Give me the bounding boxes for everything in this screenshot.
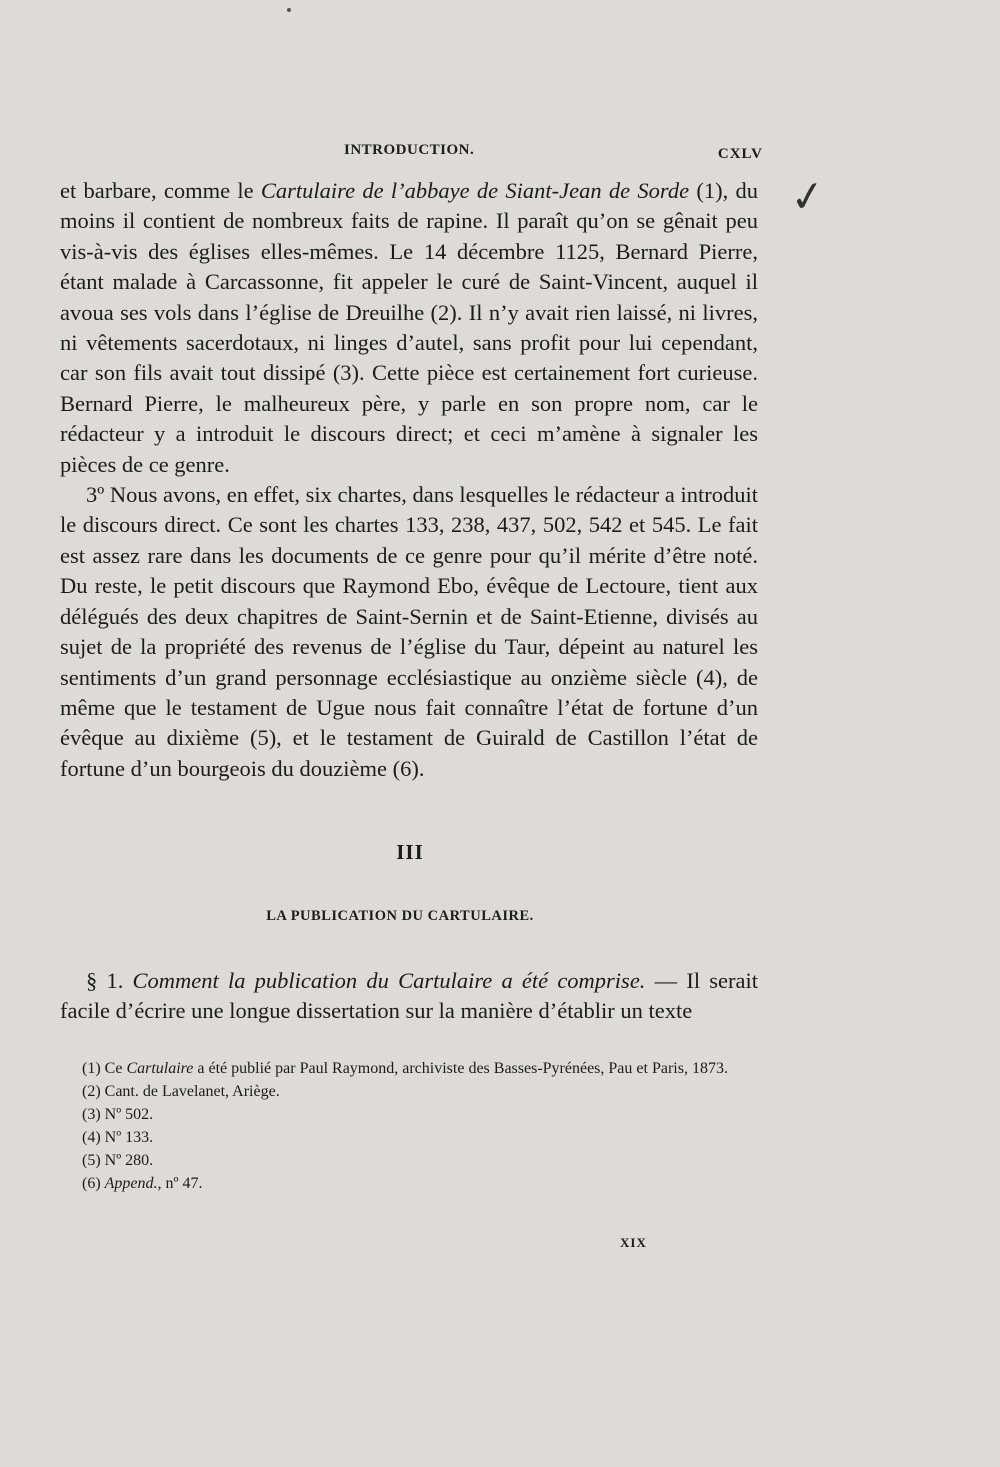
text-run: (3) Nº 502. (82, 1106, 154, 1123)
body-text (60, 176, 758, 784)
text-run: (4) Nº 133. (82, 1129, 154, 1146)
checkmark-icon: ✓ (786, 169, 829, 224)
signature-mark: XIX (620, 1235, 647, 1250)
section-title: LA PUBLICATION DU CARTULAIRE. (266, 908, 534, 924)
running-head: INTRODUCTION. (344, 142, 475, 158)
subsection-text (60, 966, 758, 1027)
footnote (60, 1172, 750, 1195)
text-run: § 1. (86, 968, 133, 993)
paragraph (60, 966, 758, 1027)
footnotes (60, 1057, 750, 1195)
text-run: (6) (82, 1175, 105, 1192)
text-run: et barbare, comme le (60, 178, 261, 203)
paragraph (60, 480, 758, 784)
footnote (60, 1149, 750, 1172)
paragraph (60, 176, 758, 480)
text-run: (5) Nº 280. (82, 1152, 154, 1169)
text-run: , nº 47. (157, 1175, 203, 1192)
text-run: (2) Cant. de Lavelanet, Ariège. (82, 1083, 280, 1100)
italic-text: Cartulaire (126, 1060, 194, 1077)
page-number: CXLV (717, 146, 763, 162)
italic-text: Cartulaire de l’abbaye de Siant-Jean de Sorde (260, 178, 690, 203)
section-numeral: III (396, 840, 424, 864)
italic-text: Comment la publication du Cartulaire a été comprise. (132, 968, 646, 993)
footnote (60, 1126, 750, 1149)
text-run: (1) Ce (82, 1060, 127, 1077)
text-run: — Il serait facile d’écrire une longue dissertation sur la manière d’établir un texte (60, 968, 759, 1024)
text-run: (1), du moins il contient de nombreux faits de rapine. Il paraît qu’on se gênait peu vis-à-vis des églises elles-mêmes. Le 14 décembre 1125, Bernard Pierre, étant malade à Carcassonne, fit appeler le curé de Saint-Vincent, auquel il avoua ses vols dans l’église de Dreuilhe (2). Il n’y avait rien laissé, ni livres, ni vêtements sacerdotaux, ni linges d’autel, sans profit pour lui cependant, car son fils avait tout dissipé (3). Cette pièce est certainement fort curieuse. Bernard Pierre, le malheureux père, y parle en son propre nom, car le rédacteur y a introduit le discours direct; et ceci m’amène à signaler les pièces de ce genre. (60, 178, 758, 477)
italic-text: Append. (104, 1175, 158, 1192)
footnote (60, 1057, 750, 1080)
footnote (60, 1080, 750, 1103)
ink-dot (287, 8, 291, 12)
text-run: 3º Nous avons, en effet, six chartes, dans lesquelles le rédacteur a introduit le discours direct. Ce sont les chartes 133, 238, 437, 502, 542 et 545. Le fait est assez rare dans les documents de ce genre pour qu’il mérite d’être noté. Du reste, le petit discours que Raymond Ebo, évêque de Lectoure, tient aux délégués des deux chapitres de Saint-Sernin et de Saint-Etienne, divisés au sujet de la propriété des revenus de l’église du Taur, dépeint au naturel les sentiments d’un grand personnage ecclésiastique au onzième siècle (4), de même que le testament de Ugue nous fait connaître l’état de fortune d’un évêque au dixième (5), et le testament de Guirald de Castillon l’état de fortune d’un bourgeois du douzième (6). (60, 482, 758, 781)
text-run: a été publié par Paul Raymond, archiviste des Basses-Pyrénées, Pau et Paris, 1873. (193, 1060, 728, 1077)
page-header (60, 142, 763, 166)
footnote (60, 1103, 750, 1126)
